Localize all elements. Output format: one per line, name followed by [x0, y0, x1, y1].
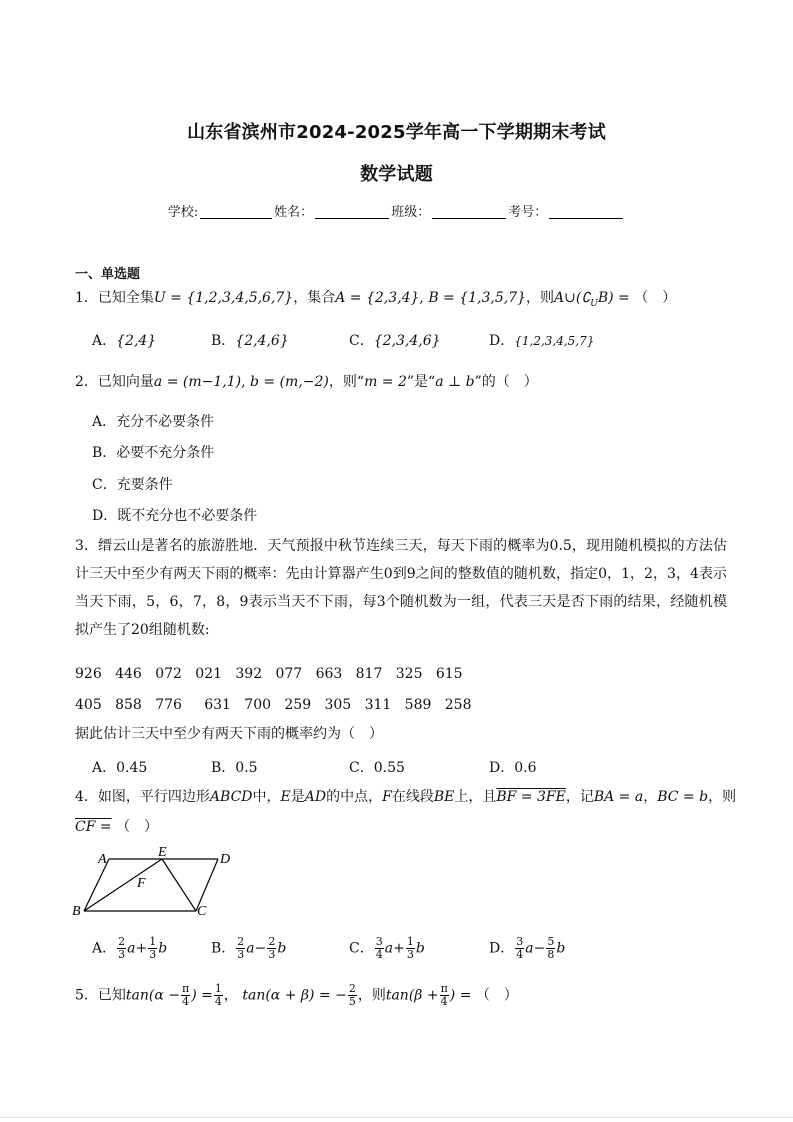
q2-option-b[interactable]: B．必要不充分条件	[92, 445, 215, 461]
q3-option-d[interactable]: D．0.6	[489, 760, 537, 776]
name-blank	[315, 204, 389, 219]
label-b: B	[72, 904, 81, 919]
q3-option-c[interactable]: C．0.55	[349, 760, 405, 776]
vector-b: b = (m,−2)	[250, 374, 329, 390]
random-numbers-row-1: 926 446 072 021 392 077 663 817 325 615	[75, 666, 463, 682]
class-blank	[432, 204, 506, 219]
q1-option-c[interactable]: C．{2,3,4,6}	[349, 333, 441, 349]
q1-option-b[interactable]: B．{2,4,6}	[211, 333, 289, 349]
question-2: 2．已知向量a = (m−1,1), b = (m,−2)，则“m = 2”是“a ⊥ b”的（ ）	[75, 374, 538, 390]
segment-ec	[162, 859, 196, 911]
vector-a: a = (m−1,1)	[153, 374, 242, 390]
label-e: E	[158, 845, 167, 860]
question-4-cont: CF = （ ）	[75, 819, 159, 835]
q2-option-d[interactable]: D．既不充分也不必要条件	[92, 508, 258, 524]
question-5: 5．已知tan(α − $\frac{\pi}{4}$ ) = $\frac{1}{4}$ ， tan(α + β) = − $\frac{2}{5}$ ，则tan(β + $\frac{\pi}{4}$ ) = （ ）	[75, 982, 518, 1008]
exam-number-blank	[549, 204, 623, 219]
q1-option-a[interactable]: A．{2,4}	[92, 333, 157, 349]
section-heading: 一、单选题	[75, 267, 141, 282]
q4-option-b[interactable]: B． $\frac{2}{3}$ a− $\frac{2}{3}$ b	[211, 935, 287, 961]
set-a: A = {2,3,4}	[335, 290, 420, 306]
question-3-ask: 据此估计三天中至少有两天下雨的概率约为（ ）	[75, 726, 383, 742]
set-expression: $A\cup(∁_UB)$ =	[554, 290, 630, 309]
label-d: D	[220, 852, 231, 867]
q2-option-a[interactable]: A．充分不必要条件	[92, 414, 215, 430]
exam-number-label: 考号：	[508, 205, 548, 220]
page-title: 山东省滨州市2024-2025学年高一下学期期末考试	[187, 122, 606, 143]
set-b: B = {1,3,5,7}	[428, 290, 527, 306]
question-3-text: 3．缙云山是著名的旅游胜地．天气预报中秋节连续三天，每天下雨的概率为0.5，现用随机模拟的方法估计三天中至少有两天下雨的概率：先由计算器产生0到9之间的整数值的随机数，指定0，1，2，3，4表示当天下雨，5，6，7，8，9表示当天不下雨，每3个随机数为一组，代表三天是否下雨的结果，经随机模拟产生了20组随机数:	[75, 538, 727, 638]
student-info-line	[0, 201, 793, 220]
parallelogram-figure	[70, 844, 240, 922]
q1-option-d[interactable]: D．{1,2,3,4,5,7}	[489, 333, 595, 349]
q4-option-c[interactable]: C． $\frac{3}{4}$ a+ $\frac{1}{3}$ b	[349, 935, 425, 961]
page-subtitle: 数学试题	[360, 164, 433, 185]
random-numbers-row-2: 405 858 776 631 700 259 305 311 589 258	[75, 697, 472, 713]
school-blank	[200, 204, 272, 219]
q3-option-b[interactable]: B．0.5	[211, 760, 258, 776]
question-4: 4．如图，平行四边形ABCD中，E是AD的中点，F在线段BE上，且BF = 3FE，记BA = a，BC = b，则	[75, 789, 737, 805]
q2-option-c[interactable]: C．充要条件	[92, 477, 173, 493]
name-label: 姓名：	[274, 205, 314, 220]
label-a: A	[98, 852, 107, 867]
set-u: U = {1,2,3,4,5,6,7}	[153, 290, 294, 306]
segment-be	[84, 859, 162, 911]
label-f: F	[137, 876, 146, 891]
q3-option-a[interactable]: A．0.45	[92, 760, 148, 776]
q4-option-d[interactable]: D． $\frac{3}{4}$ a− $\frac{5}{8}$ b	[489, 935, 566, 961]
page-bottom-rule	[0, 1117, 793, 1118]
question-1: 1．已知全集U = {1,2,3,4,5,6,7}，集合A = {2,3,4}, B = {1,3,5,7}，则$A\cup(∁_UB)$ = （ ）	[75, 290, 677, 309]
school-label: 学校:	[167, 205, 199, 220]
q4-option-a[interactable]: A． $\frac{2}{3}$ a+ $\frac{1}{3}$ b	[92, 935, 168, 961]
class-label: 班级：	[391, 205, 431, 220]
label-c: C	[197, 904, 207, 919]
